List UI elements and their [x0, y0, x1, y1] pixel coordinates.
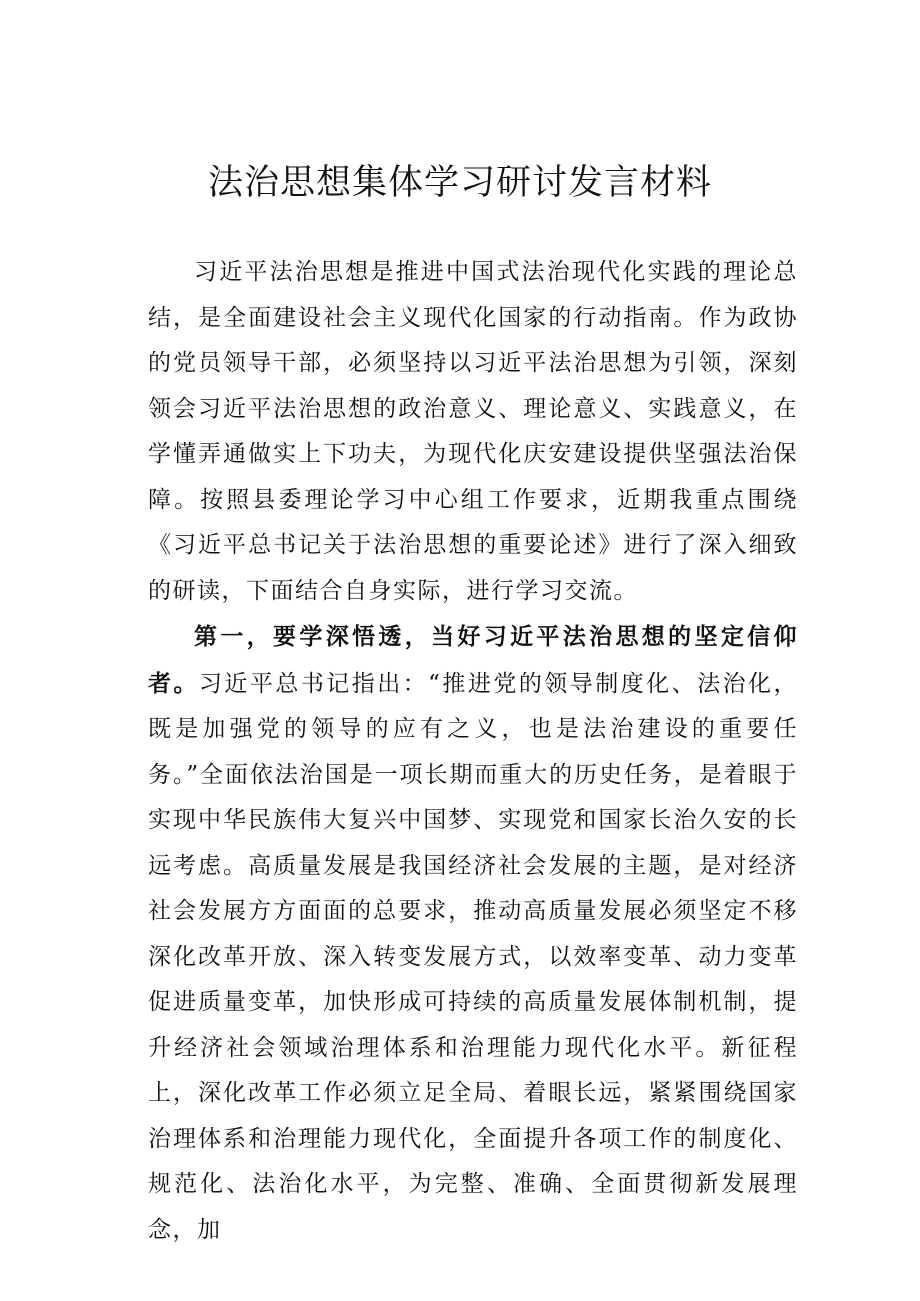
document-title: 法治思想集体学习研讨发言材料 — [207, 163, 712, 203]
document-body — [148, 250, 798, 1253]
paragraph-point-one-text: 习近平总书记指出：“推进党的领导制度化、法治化，既是加强党的领导的应有之义，也是法治建设的重要任务。”全面依法治国是一项长期而重大的历史任务，是着眼于实现中华民族伟大复兴中国梦、实现党和国家长治久安的长远考虑。高质量发展是我国经济社会发展的主题，是对经济社会发展方方面面的总要求，推动高质量发展必须坚定不移深化改革开放、深入转变发展方式，以效率变革、动力变革促进质量变革，加快形成可持续的高质量发展体制机制，提升经济社会领域治理体系和治理能力现代化水平。新征程上，深化改革工作必须立足全局、着眼长远，紧紧围绕国家治理体系和治理能力现代化，全面提升各项工作的制度化、规范化、法治化水平，为完整、准确、全面贯彻新发展理念，加 — [148, 670, 799, 1243]
paragraph-intro-text: 习近平法治思想是推进中国式法治现代化实践的理论总结，是全面建设社会主义现代化国家的行动指南。作为政协的党员领导干部，必须坚持以习近平法治思想为引领，深刻领会习近平法治思想的政治意义、理论意义、实践意义，在学懂弄通做实上下功夫，为现代化庆安建设提供坚强法治保障。按照县委理论学习中心组工作要求，近期我重点围绕《习近平总书记关于法治思想的重要论述》进行了深入细致的研读，下面结合自身实际，进行学习交流。 — [148, 259, 798, 604]
paragraph-point-one — [148, 614, 798, 1253]
paragraph-point-one-lead: 第一，要学深悟透，当好习近平法治思想的坚定信仰者。 — [148, 623, 798, 697]
paragraph-intro — [148, 250, 798, 614]
